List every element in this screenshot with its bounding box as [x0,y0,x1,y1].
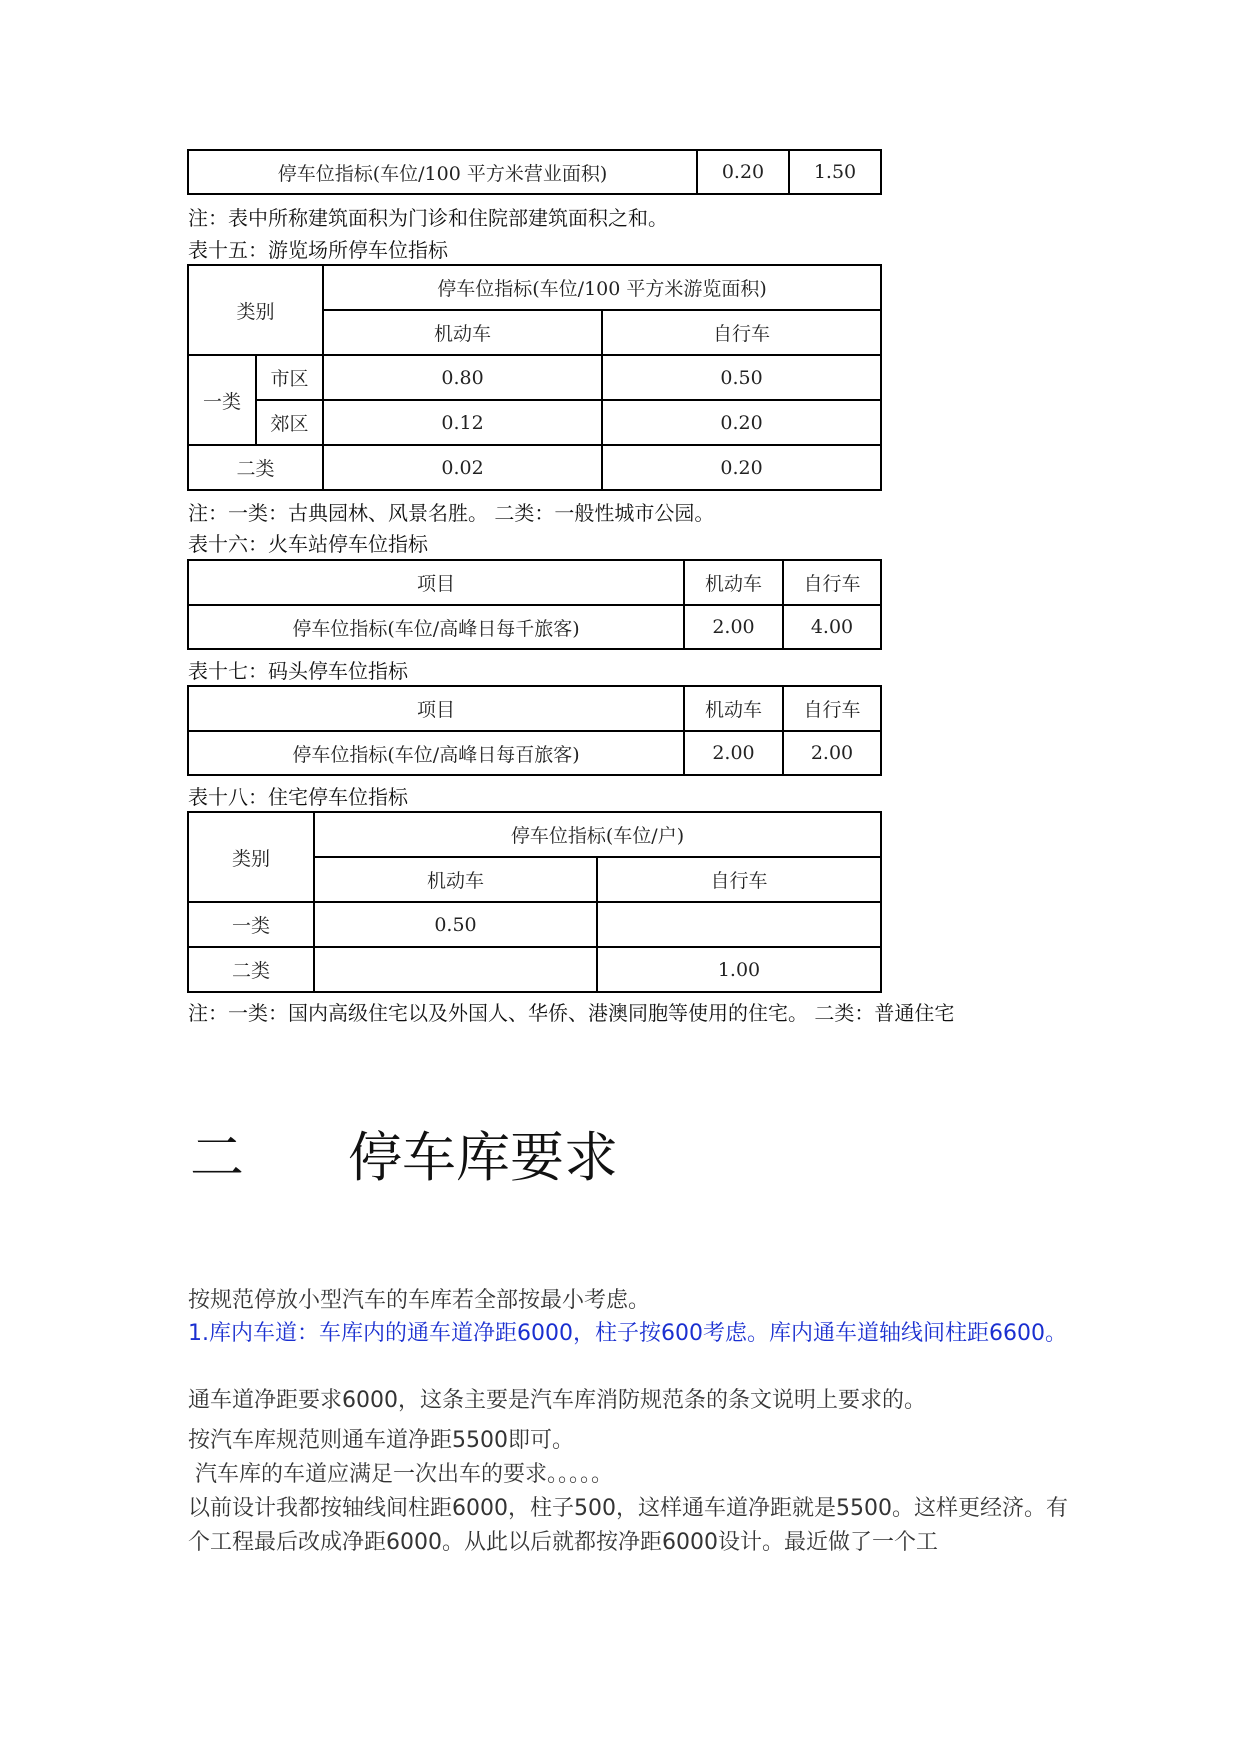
table-15 [187,264,882,491]
row-label: 停车位指标(车位/高峰日每千旅客) [188,605,684,649]
item-header: 项目 [188,686,684,731]
class2-bike-value: 0.20 [602,445,881,490]
bike-header: 自行车 [783,560,881,605]
class1-label: 一类 [188,355,256,445]
section-heading [190,1115,618,1192]
bike-header: 自行车 [602,310,881,355]
urban-label: 市区 [256,355,323,400]
urban-car-value: 0.80 [323,355,602,400]
bike-value: 4.00 [783,605,881,649]
paragraph-3: 通车道净距要求6000，这条主要是汽车库消防规范条的条文说明上要求的。 [188,1388,926,1413]
bike-header: 自行车 [597,857,881,902]
note-15: 注：一类：古典园林、风景名胜。 二类：一般性城市公园。 [188,501,715,525]
category-header: 类别 [188,265,323,355]
row-label: 停车位指标(车位/高峰日每百旅客) [188,731,684,775]
paragraph-5: 汽车库的车道应满足一次出车的要求。。。。。 [188,1462,613,1487]
note-18: 注：一类：国内高级住宅以及外国人、华侨、港澳同胞等使用的住宅。 二类：普通住宅 [188,1001,955,1025]
index-header: 停车位指标(车位/户) [314,812,881,857]
class2-car-value [314,947,597,992]
bike-header: 自行车 [783,686,881,731]
suburb-bike-value: 0.20 [602,400,881,445]
table-row [188,947,881,992]
car-value: 0.20 [697,150,789,194]
car-header: 机动车 [323,310,602,355]
suburb-label: 郊区 [256,400,323,445]
class1-label: 一类 [188,902,314,947]
table-row [188,605,881,649]
car-value: 2.00 [684,605,783,649]
car-header: 机动车 [684,560,783,605]
table-14 [187,149,882,195]
table-row [188,560,881,605]
class2-label: 二类 [188,445,323,490]
table-17-caption: 表十七：码头停车位指标 [188,659,408,683]
table-16-caption: 表十六：火车站停车位指标 [188,532,428,556]
paragraph-4: 按汽车库规范则通车道净距5500即可。 [188,1428,574,1453]
table-18 [187,811,882,993]
car-header: 机动车 [314,857,597,902]
urban-bike-value: 0.50 [602,355,881,400]
paragraph-6: 以前设计我都按轴线间柱距6000，柱子500，这样通车道净距就是5500。这样更经济。有个工程最后改成净距6000。从此以后就都按净距6000设计。最近做了一个工 [188,1496,1068,1555]
table-row [188,902,881,947]
note-14: 注：表中所称建筑面积为门诊和住院部建筑面积之和。 [188,206,668,230]
table-18-caption: 表十八：住宅停车位指标 [188,785,408,809]
table-row [188,265,881,310]
car-header: 机动车 [684,686,783,731]
category-header: 类别 [188,812,314,902]
table-16 [187,559,882,650]
class1-car-value: 0.50 [314,902,597,947]
paragraph-2: 1.库内车道：车库内的通车道净距6000，柱子按600考虑。库内通车道轴线间柱距6600。 [188,1321,1067,1346]
table-row [188,150,881,194]
class2-car-value: 0.02 [323,445,602,490]
table-row [188,355,881,400]
paragraph-1: 按规范停放小型汽车的车库若全部按最小考虑。 [188,1288,651,1313]
table-row [188,445,881,490]
suburb-car-value: 0.12 [323,400,602,445]
index-header: 停车位指标(车位/100 平方米游览面积) [323,265,881,310]
bike-value: 1.50 [789,150,881,194]
item-header: 项目 [188,560,684,605]
bike-value: 2.00 [783,731,881,775]
table-row [188,400,881,445]
table-row [188,686,881,731]
class2-bike-value: 1.00 [597,947,881,992]
row-label: 停车位指标(车位/100 平方米营业面积) [188,150,697,194]
table-row [188,731,881,775]
section-title: 停车库要求 [348,1126,618,1189]
table-17 [187,685,882,776]
class2-label: 二类 [188,947,314,992]
table-row [188,812,881,857]
car-value: 2.00 [684,731,783,775]
class1-bike-value [597,902,881,947]
section-number: 二 [190,1126,244,1189]
table-15-caption: 表十五：游览场所停车位指标 [188,238,448,262]
